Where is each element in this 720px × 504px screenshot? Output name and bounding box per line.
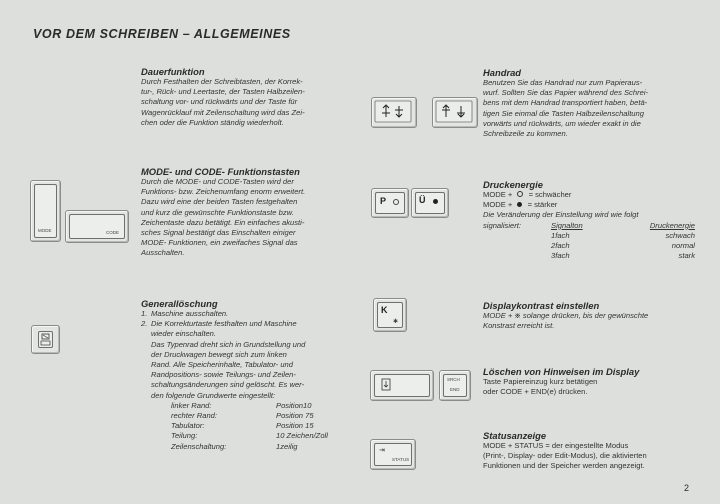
druckenergie-section <box>483 179 695 261</box>
text-line: Wagenrücklauf mit Zeilenschaltung wird das Zei- <box>141 107 305 117</box>
correction-icon <box>39 332 52 347</box>
statusanzeige-section <box>483 430 695 472</box>
text-line: Rand. Alle Speicherinhalte, Tabulator- und <box>151 360 293 370</box>
text-line: Randpositions- sowie Teilungs- und Zeilen- <box>151 370 296 380</box>
displaykontrast-heading: Displaykontrast einstellen <box>483 300 600 311</box>
mode-code-heading: MODE- und CODE- Funktionstasten <box>141 166 300 177</box>
text-line: vorwärts und rückwärts, um wieder exakt in die <box>483 118 641 128</box>
k-key <box>373 298 407 332</box>
open-circle-icon <box>517 191 523 197</box>
displaykontrast-section <box>483 300 695 331</box>
text-line: Schreibzeile zu kommen. <box>483 129 568 139</box>
text-line: Die Veränderung der Einstellung wird wie folgt <box>483 210 639 220</box>
text-line: und kurz die gewünschte Funktionstaste bzw. <box>141 207 294 217</box>
status-key <box>370 439 416 470</box>
paper-feed-icon <box>381 378 391 391</box>
handrad-heading: Handrad <box>483 67 522 78</box>
text-line: den folgende Grundwerte eingestellt: <box>151 390 276 400</box>
loeschen-heading: Löschen von Hinweisen im Display <box>483 366 640 377</box>
tab-arrow-icon: ⇥ <box>379 447 385 454</box>
filled-circle-icon <box>433 199 438 204</box>
code-key-label: CODE <box>106 230 120 235</box>
p-key-label: P <box>380 196 387 206</box>
half-line-backward-icon <box>433 98 477 127</box>
text-line: schaltungsänderungen sind gelöscht. Es wer- <box>151 380 305 390</box>
status-key-label: STATUS <box>392 457 410 462</box>
text-line: wurf. Sollten Sie das Papier während des Schrei- <box>483 88 649 98</box>
text-line: Dazu wird eine der beiden Tasten festgehalten <box>141 197 298 207</box>
handrad-section <box>483 67 695 139</box>
text-line: Das Typenrad dreht sich in Grundstellung und <box>151 339 306 349</box>
filled-circle-icon <box>517 202 522 207</box>
k-key-label: K <box>381 305 388 315</box>
text-line: Durch Festhalten der Schreibtasten, der Korrek- <box>141 77 303 86</box>
generalloeschung-heading: Generallöschung <box>141 298 218 309</box>
list-item: 2. Die Korrekturtaste festhalten und Maschine <box>141 319 297 329</box>
text-line: bens mit dem Handrad transportiert haben, betä- <box>483 98 648 108</box>
dauerfunktion-section <box>141 66 351 128</box>
text-line: Konstrast erreicht ist. <box>483 321 555 331</box>
text-line: wieder einschalten. <box>151 329 217 339</box>
contrast-icon: ✱ <box>393 319 399 325</box>
text-line: MODE + = stärker <box>483 200 558 210</box>
u-umlaut-key-label: Ü <box>419 195 426 205</box>
default-values-table: linker Rand: Position10 rechter Rand: Position 75 Tabulator: Position 15 Teilung: 10 Zeichen/Zoll Zeilenschaltung: 1zeilig <box>171 400 328 451</box>
text-line: MODE + = schwächer <box>483 190 572 199</box>
druckenergie-heading: Druckenergie <box>483 179 543 190</box>
half-line-forward-icon <box>372 98 416 127</box>
text-line: tur-, Rück- und Leertaste, der Tasten Halbzeilen- <box>141 87 305 97</box>
statusanzeige-heading: Statusanzeige <box>483 430 547 441</box>
text-line: Durch die MODE- und CODE-Tasten wird der <box>141 177 294 186</box>
correction-key <box>31 325 60 354</box>
page-title: VOR DEM SCHREIBEN – ALLGEMEINES <box>33 27 291 41</box>
text-line: MODE- Funktionen, ein zweifaches Signal das <box>141 238 298 248</box>
text-line: Taste Papiereinzug kurz betätigen <box>483 377 598 386</box>
text-line: sches Signal bestätigt das Einschalten einiger <box>141 228 296 238</box>
signal-table: signalisiert: Signalton Druckenergie 1fach schwach 2fach normal 3fach stark <box>483 220 695 261</box>
srch-end-key <box>439 370 471 401</box>
page-number: 2 <box>683 483 689 493</box>
srch-key-label: SRCH <box>447 377 460 382</box>
end-key-label: END <box>450 387 460 392</box>
text-line: Ausschalten. <box>141 248 185 258</box>
half-line-backward-key <box>432 97 478 128</box>
text-line: Zeichentaste dazu betätigt. Ein einfaches akusti- <box>141 217 305 227</box>
p-key <box>371 188 409 218</box>
text-line: oder CODE + END(e) drücken. <box>483 387 588 397</box>
mode-key <box>30 180 61 242</box>
generalloeschung-section <box>141 298 353 452</box>
mode-key-label: MODE <box>38 228 52 233</box>
half-line-forward-key <box>371 97 417 128</box>
dauerfunktion-heading: Dauerfunktion <box>141 66 205 77</box>
text-line: schaltung vor- und rückwärts und der Taste für <box>141 97 298 107</box>
text-line: der Druckwagen bewegt sich zum linken <box>151 349 287 359</box>
text-line: Benutzen Sie das Handrad nur zum Papieraus- <box>483 78 643 87</box>
text-line: Funktionen und der Speicher werden angezeigt. <box>483 461 645 471</box>
text-line: MODE + STATUS = der eingestellte Modus <box>483 441 629 450</box>
text-line: tigen Sie einmal die Tasten Halbzeilenschaltung <box>483 108 644 118</box>
text-line: (Print-, Display- oder Edit-Modus), die aktivierten <box>483 451 647 461</box>
text-line: Funktions- bzw. Zeichenumfang enorm erweitert. <box>141 187 306 197</box>
mode-code-section <box>141 166 355 259</box>
loeschen-section <box>483 366 695 397</box>
code-key <box>65 210 129 243</box>
list-item: 1. Maschine ausschalten. <box>141 309 229 318</box>
open-circle-icon <box>393 199 399 205</box>
text-line: chen oder die Funktion ständig wiederholt. <box>141 117 284 127</box>
text-line: MODE + ※ solange drücken, bis der gewünschte <box>483 311 649 320</box>
u-umlaut-key <box>411 188 449 218</box>
paper-feed-key <box>370 370 434 401</box>
